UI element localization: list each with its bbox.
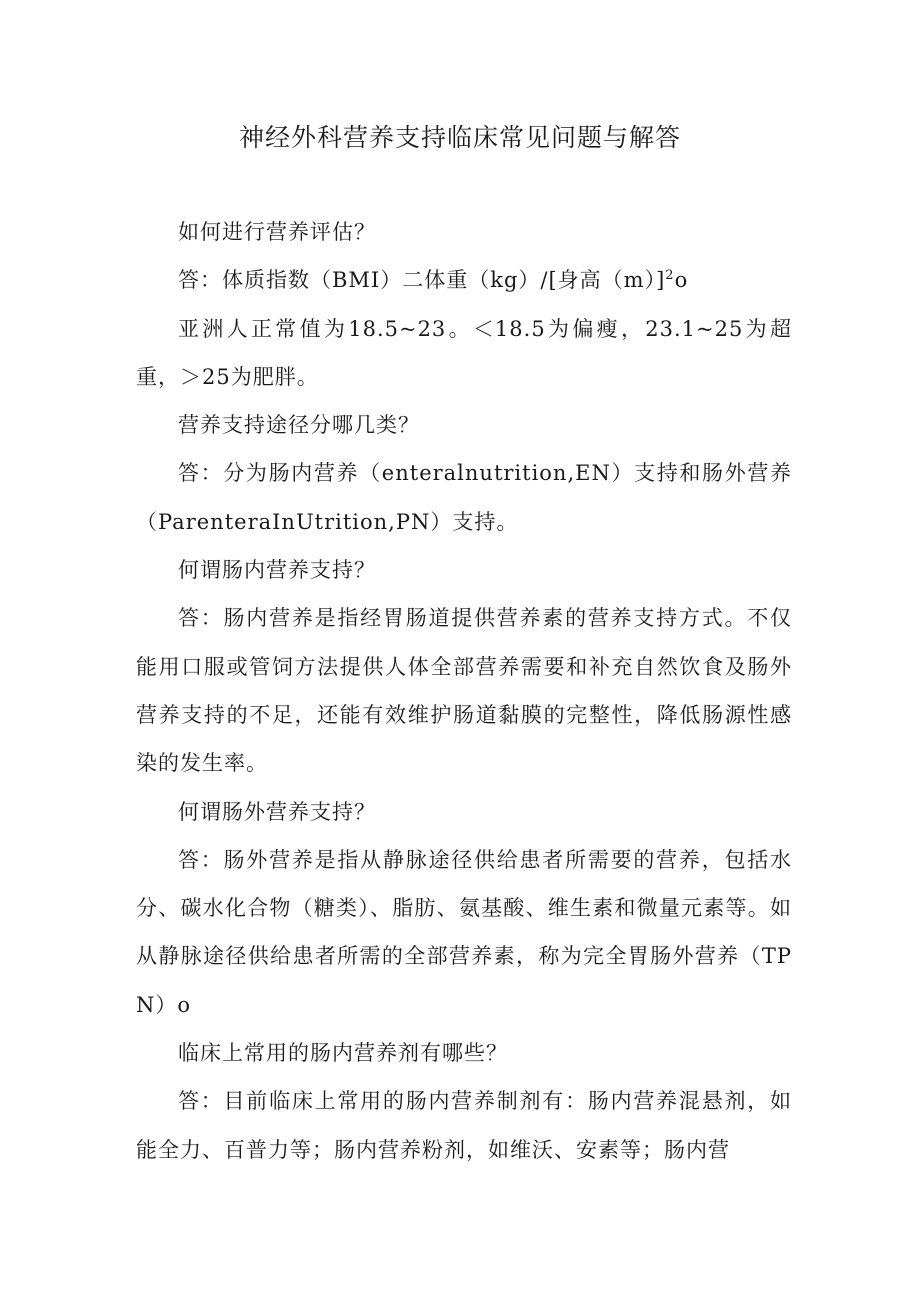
answer-paragraph: 答：目前临床上常用的肠内营养制剂有：肠内营养混悬剂，如能全力、百普力等；肠内营养粉剂，如维沃、安素等；肠内营 xyxy=(136,1089,792,1162)
question-paragraph: 临床上常用的肠内营养剂有哪些？ xyxy=(178,1041,508,1066)
answer-paragraph: 答：肠内营养是指经胃肠道提供营养素的营养支持方式。不仅能用口服或管饲方法提供人体全部营养需要和补充自然饮食及肠外营养支持的不足，还能有效维护肠道黏膜的完整性，降低肠源性感染的发生率。 xyxy=(136,606,792,776)
answer-paragraph: 答：分为肠内营养（enteralnutrition,EN）支持和肠外营养（ParenteraInUtrition,PN）支持。 xyxy=(136,461,792,534)
answer-tail: o xyxy=(674,268,689,293)
question-paragraph: 何谓肠内营养支持？ xyxy=(178,558,376,583)
question-paragraph: 如何进行营养评估？ xyxy=(178,220,376,244)
question-paragraph: 何谓肠外营养支持？ xyxy=(178,799,376,824)
document-title: 神经外科营养支持临床常见问题与解答 xyxy=(238,123,681,152)
answer-paragraph xyxy=(136,256,792,304)
answer-paragraph: 亚洲人正常值为18.5~23。＜18.5为偏瘦，23.1~25为超重，＞25为肥胖。 xyxy=(136,316,792,389)
superscript-exponent: 2 xyxy=(665,268,675,284)
question-paragraph: 营养支持途径分哪几类？ xyxy=(178,413,420,438)
answer-text: 答：体质指数（BMI）二体重（kg）/[身高（m）] xyxy=(178,268,666,293)
document-body xyxy=(136,208,792,1174)
answer-paragraph: 答：肠外营养是指从静脉途径供给患者所需要的营养，包括水分、碳水化合物（糖类）、脂肪、氨基酸、维生素和微量元素等。如从静脉途径供给患者所需的全部营养素，称为完全胃肠外营养（TPN）o xyxy=(136,847,792,1017)
